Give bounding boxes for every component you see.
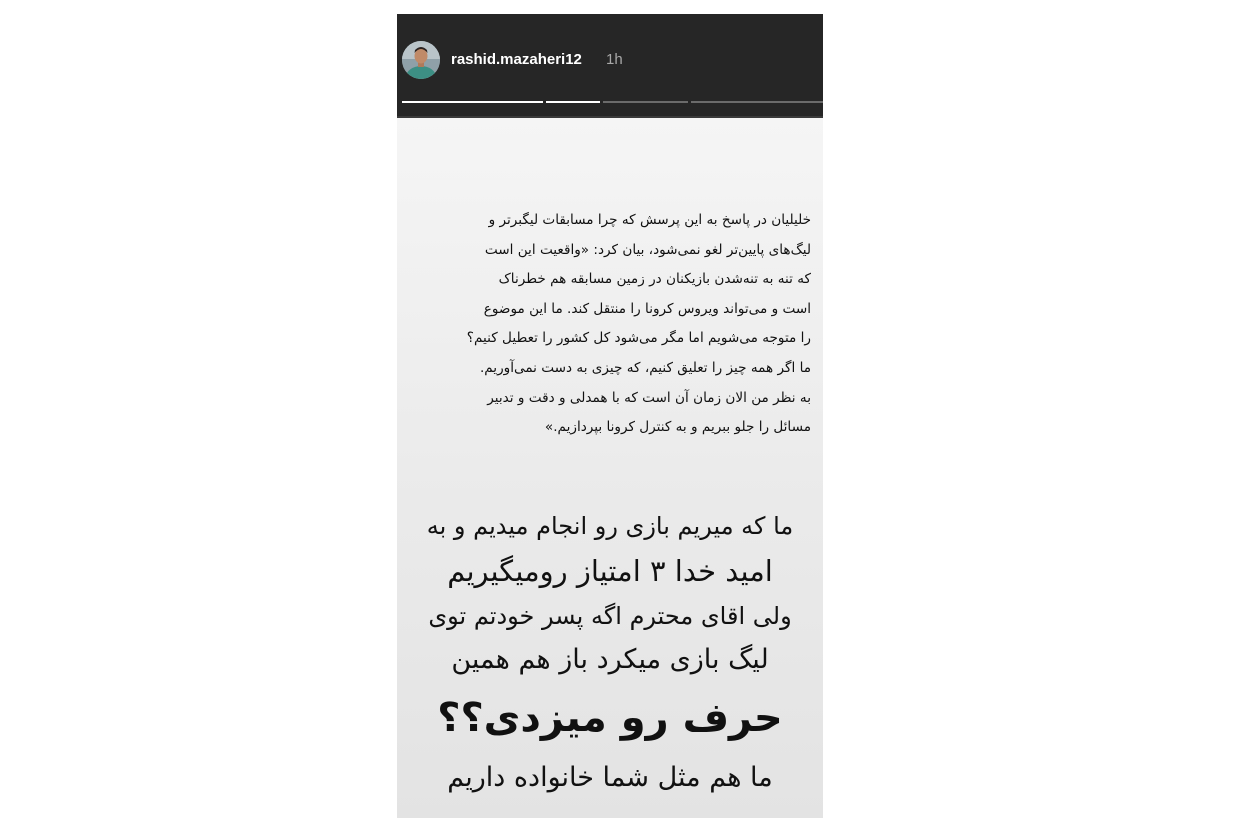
reply-line: ولی اقای محترم اگه پسر خودتم توی: [428, 602, 792, 630]
story-viewer[interactable]: [397, 14, 823, 818]
quote-line: را متوجه می‌شویم اما مگر می‌شود کل کشور را تعطیل کنیم؟: [466, 330, 811, 347]
handwritten-reply: [405, 504, 815, 802]
quote-line: مسائل را جلو ببریم و به کنترل کرونا بپردازیم.»: [544, 419, 811, 436]
reply-line: ما که میریم بازی رو انجام میدیم و به: [426, 512, 794, 540]
story-progress-fill: [402, 101, 543, 103]
story-progress-segment-2: [546, 101, 600, 103]
story-progress-fill: [546, 101, 600, 103]
story-progress-segment-4: [691, 101, 823, 103]
story-header: [397, 14, 823, 118]
quote-line: به نظر من الان زمان آن است که با همدلی و دقت و تدبیر: [487, 389, 811, 406]
avatar-image: [402, 41, 440, 79]
reply-line: لیگ بازی میکرد باز هم همین: [451, 644, 769, 675]
quote-line: لیگ‌های پایین‌تر لغو نمی‌شود، بیان کرد: «واقعیت این است: [484, 241, 811, 258]
quote-line: که تنه به تنه‌شدن بازیکنان در زمین مسابقه هم خطرناک: [498, 271, 811, 288]
reply-line: امید خدا ۳ امتیاز رومیگیریم: [447, 554, 773, 588]
story-username[interactable]: rashid.mazaheri12: [451, 51, 582, 68]
reply-line: حرف رو میزدی؟؟: [437, 695, 783, 741]
quote-line: خلیلیان در پاسخ به این پرسش که چرا مسابقات لیگبرتر و: [488, 212, 811, 228]
story-timestamp: 1h: [606, 51, 623, 68]
reply-line: ما هم مثل شما خانواده داریم: [447, 762, 773, 793]
story-progress-segment-1: [402, 101, 543, 103]
user-avatar[interactable]: [402, 41, 440, 79]
story-progress-segment-3: [603, 101, 688, 103]
news-quote-text: [411, 206, 811, 443]
story-content: [397, 118, 823, 818]
quote-line: است و می‌تواند ویروس کرونا را منتقل کند. ما این موضوع: [483, 300, 811, 317]
quote-line: ما اگر همه چیز را تعلیق کنیم، که چیزی به دست نمی‌آوریم.: [479, 359, 811, 376]
